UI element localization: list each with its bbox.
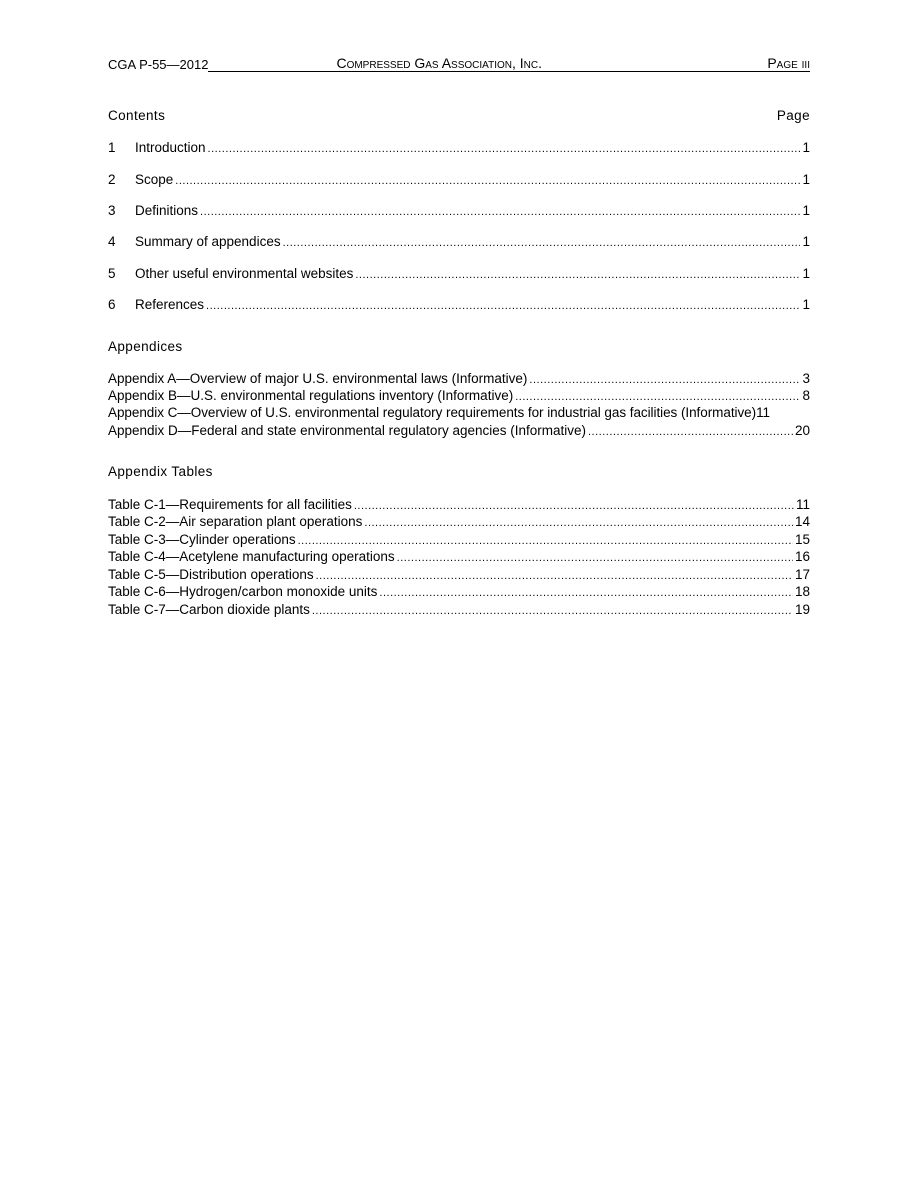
toc-section-number: 4 [108,234,116,249]
toc-page-number: 1 [802,203,810,218]
toc-page-number: 1 [802,172,810,187]
table-entry[interactable] [108,532,810,547]
table-entry-title: Table C-7—Carbon dioxide plants [108,602,310,617]
toc-entry[interactable] [108,140,810,155]
dot-leader [379,587,793,599]
toc-page-number: 1 [802,234,810,249]
dot-leader [200,206,800,218]
toc-page-number: 1 [802,297,810,312]
dot-leader [397,552,793,564]
dot-leader [355,269,800,281]
table-entry-title: Table C-5—Distribution operations [108,567,314,582]
toc-section-number: 3 [108,203,116,218]
toc-entry-title: Other useful environmental websites [135,266,354,281]
appendix-entry[interactable] [108,423,810,438]
toc-entry-title: Definitions [135,203,199,218]
dot-leader [206,300,800,312]
table-page-number: 15 [794,532,810,547]
toc-entry-title: Scope [135,172,174,187]
dot-leader [175,175,800,187]
dot-leader [354,500,794,512]
dot-leader [312,605,793,617]
header-doc-id: CGA P-55—2012 [108,57,209,72]
toc-section-number: 5 [108,266,116,281]
dot-leader [298,535,793,547]
toc-entry[interactable] [108,266,810,281]
dot-leader [316,570,793,582]
appendix-tables-title: Appendix Tables [108,464,213,479]
table-page-number: 18 [794,584,810,599]
appendix-entry[interactable] [108,388,810,403]
contents-heading [108,108,810,123]
table-entry-title: Table C-6—Hydrogen/carbon monoxide units [108,584,378,599]
table-page-number: 14 [794,514,810,529]
appendix-page-number: 3 [802,371,810,386]
dot-leader [529,374,800,386]
toc-entry[interactable] [108,234,810,249]
contents-title: Contents [108,108,166,123]
appendix-entry-title: Appendix B—U.S. environmental regulations inventory (Informative) [108,388,514,403]
table-entry-title: Table C-1—Requirements for all facilities [108,497,352,512]
dot-leader [364,517,793,529]
toc-entry[interactable] [108,203,810,218]
header-rule [208,57,336,72]
table-entry-title: Table C-4—Acetylene manufacturing operations [108,549,395,564]
appendix-entry-title: Appendix C—Overview of U.S. environmental regulatory requirements for industrial gas facilities (Informative) [108,405,757,420]
toc-section-number: 2 [108,172,116,187]
page-column-label: Page [776,108,810,123]
table-page-number: 16 [794,549,810,564]
dot-leader [588,426,793,438]
header-publisher: Compressed Gas Association, Inc. [336,55,542,71]
dot-leader [515,391,800,403]
header-rule [542,57,767,72]
table-entry-title: Table C-2—Air separation plant operations [108,514,363,529]
table-entry[interactable] [108,497,810,512]
appendix-entry-title: Appendix D—Federal and state environmental regulatory agencies (Informative) [108,423,586,438]
appendices-title: Appendices [108,339,183,354]
header-page-number: Page iii [767,55,810,71]
toc-section-number: 6 [108,297,116,312]
toc-entry-title: References [135,297,205,312]
toc-entry[interactable] [108,172,810,187]
table-entry[interactable] [108,514,810,529]
appendix-page-number: 20 [794,423,810,438]
table-entry[interactable] [108,584,810,599]
table-entry[interactable] [108,602,810,617]
appendix-page-number: 11 [756,405,770,420]
appendix-page-number: 8 [802,388,810,403]
toc-entry-title: Summary of appendices [135,234,281,249]
appendix-entry[interactable] [108,371,810,386]
appendices-heading [108,339,810,354]
table-entry[interactable] [108,567,810,582]
table-page-number: 17 [794,567,810,582]
dot-leader [283,237,801,249]
toc-page-number: 1 [802,140,810,155]
toc-entry[interactable] [108,297,810,312]
running-header [108,54,810,72]
table-entry[interactable] [108,549,810,564]
table-page-number: 11 [795,497,810,512]
table-entry-title: Table C-3—Cylinder operations [108,532,296,547]
table-page-number: 19 [794,602,810,617]
toc-section-number: 1 [108,140,116,155]
dot-leader [208,143,801,155]
toc-page-number: 1 [802,266,810,281]
toc-entry-title: Introduction [135,140,206,155]
appendix-entry[interactable] [108,405,820,420]
appendix-tables-heading [108,464,810,479]
appendix-entry-title: Appendix A—Overview of major U.S. environmental laws (Informative) [108,371,528,386]
